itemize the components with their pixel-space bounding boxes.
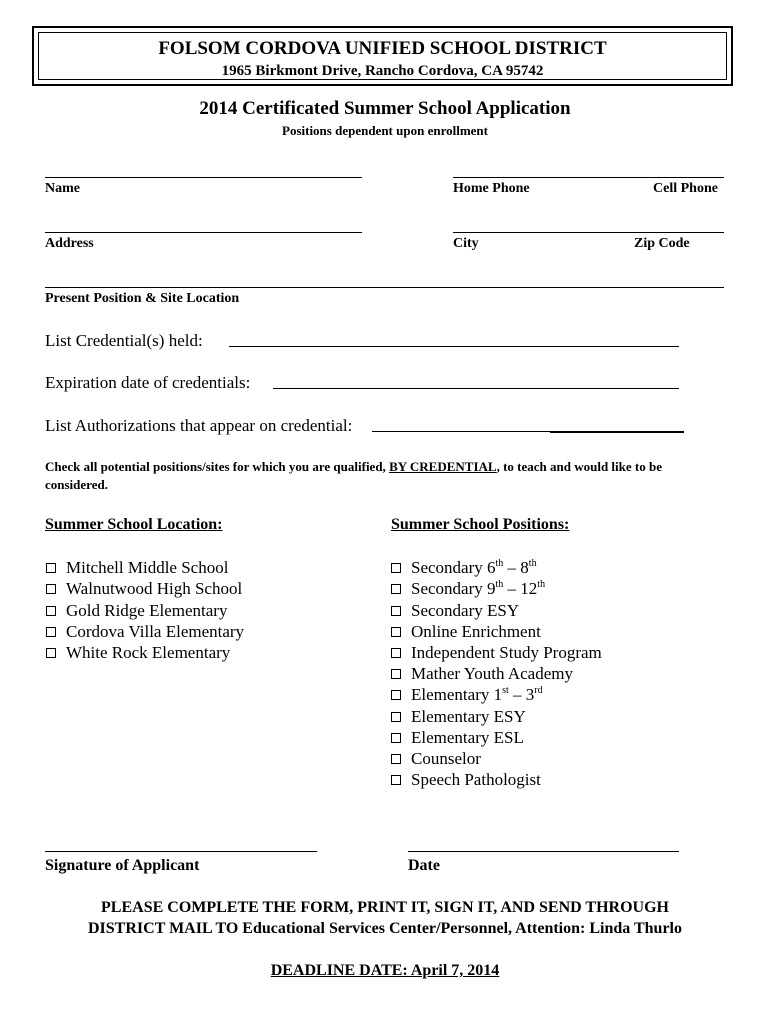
- checkbox[interactable]: [391, 669, 401, 679]
- name-label: Name: [45, 181, 80, 196]
- positions-heading: Summer School Positions:: [391, 516, 570, 533]
- authorizations-line-end[interactable]: [550, 431, 684, 433]
- checkbox[interactable]: [46, 606, 56, 616]
- checkbox[interactable]: [391, 775, 401, 785]
- date-label: Date: [408, 857, 440, 874]
- expiration-label: Expiration date of credentials:: [45, 373, 251, 392]
- present-position-label: Present Position & Site Location: [45, 291, 240, 306]
- checkbox[interactable]: [391, 712, 401, 722]
- present-position-line[interactable]: [45, 287, 724, 288]
- position-item-elementary-esl[interactable]: Elementary ESL: [391, 728, 524, 748]
- deadline: DEADLINE DATE: April 7, 2014: [270, 962, 500, 979]
- position-item-secondary-9-12[interactable]: Secondary 9th – 12th: [391, 579, 545, 599]
- page-title: 2014 Certificated Summer School Application: [199, 98, 571, 119]
- instructions: [45, 458, 725, 494]
- checkbox[interactable]: [391, 648, 401, 658]
- district-address: 1965 Birkmont Drive, Rancho Cordova, CA 95742: [221, 63, 544, 79]
- instructions-emphasis: BY CREDENTIAL: [389, 459, 497, 474]
- checkbox[interactable]: [391, 563, 401, 573]
- name-line[interactable]: [45, 177, 362, 178]
- position-item-independent-study[interactable]: Independent Study Program: [391, 643, 602, 663]
- address-label: Address: [45, 236, 94, 251]
- location-item[interactable]: White Rock Elementary: [46, 643, 230, 663]
- phone-line[interactable]: [453, 177, 724, 178]
- location-item[interactable]: Mitchell Middle School: [46, 558, 228, 578]
- instructions-part2: , to teach and would like to be considered.: [45, 459, 662, 492]
- instructions-part1: Check all potential positions/sites for which you are qualified,: [45, 459, 390, 474]
- page-subtitle: Positions dependent upon enrollment: [282, 123, 488, 138]
- checkbox[interactable]: [391, 584, 401, 594]
- checkbox[interactable]: [46, 648, 56, 658]
- city-label: City: [453, 236, 479, 251]
- position-item-speech-pathologist[interactable]: Speech Pathologist: [391, 770, 541, 790]
- date-line[interactable]: [408, 851, 679, 852]
- credentials-line[interactable]: [229, 346, 679, 347]
- position-item-secondary-esy[interactable]: Secondary ESY: [391, 601, 519, 621]
- checkbox[interactable]: [46, 563, 56, 573]
- checkbox[interactable]: [391, 627, 401, 637]
- checkbox[interactable]: [391, 606, 401, 616]
- zip-label: Zip Code: [634, 236, 690, 251]
- position-item-counselor[interactable]: Counselor: [391, 749, 481, 769]
- expiration-line[interactable]: [273, 388, 679, 389]
- city-zip-line[interactable]: [453, 232, 724, 233]
- position-item-mather-youth[interactable]: Mather Youth Academy: [391, 664, 573, 684]
- position-item-online-enrichment[interactable]: Online Enrichment: [391, 622, 541, 642]
- location-item[interactable]: Gold Ridge Elementary: [46, 601, 227, 621]
- checkbox[interactable]: [46, 627, 56, 637]
- location-item[interactable]: Cordova Villa Elementary: [46, 622, 244, 642]
- district-name: FOLSOM CORDOVA UNIFIED SCHOOL DISTRICT: [158, 38, 607, 59]
- home-phone-label: Home Phone: [453, 181, 530, 196]
- locations-heading: Summer School Location:: [45, 516, 223, 533]
- authorizations-label: List Authorizations that appear on credential:: [45, 416, 353, 435]
- signature-label: Signature of Applicant: [45, 857, 200, 874]
- cell-phone-label: Cell Phone: [653, 181, 718, 196]
- authorizations-line[interactable]: [372, 431, 550, 432]
- checkbox[interactable]: [391, 733, 401, 743]
- signature-line[interactable]: [45, 851, 317, 852]
- position-item-elementary-esy[interactable]: Elementary ESY: [391, 707, 526, 727]
- credentials-label: List Credential(s) held:: [45, 331, 203, 350]
- position-item-secondary-6-8[interactable]: Secondary 6th – 8th: [391, 558, 537, 578]
- checkbox[interactable]: [46, 584, 56, 594]
- location-item[interactable]: Walnutwood High School: [46, 579, 242, 599]
- address-line[interactable]: [45, 232, 362, 233]
- checkbox[interactable]: [391, 690, 401, 700]
- position-item-elementary-1-3[interactable]: Elementary 1st – 3rd: [391, 685, 543, 705]
- footer-line-2: DISTRICT MAIL TO Educational Services Center/Personnel, Attention: Linda Thurlo: [88, 920, 682, 937]
- checkbox[interactable]: [391, 754, 401, 764]
- footer-line-1: PLEASE COMPLETE THE FORM, PRINT IT, SIGN IT, AND SEND THROUGH: [101, 899, 669, 916]
